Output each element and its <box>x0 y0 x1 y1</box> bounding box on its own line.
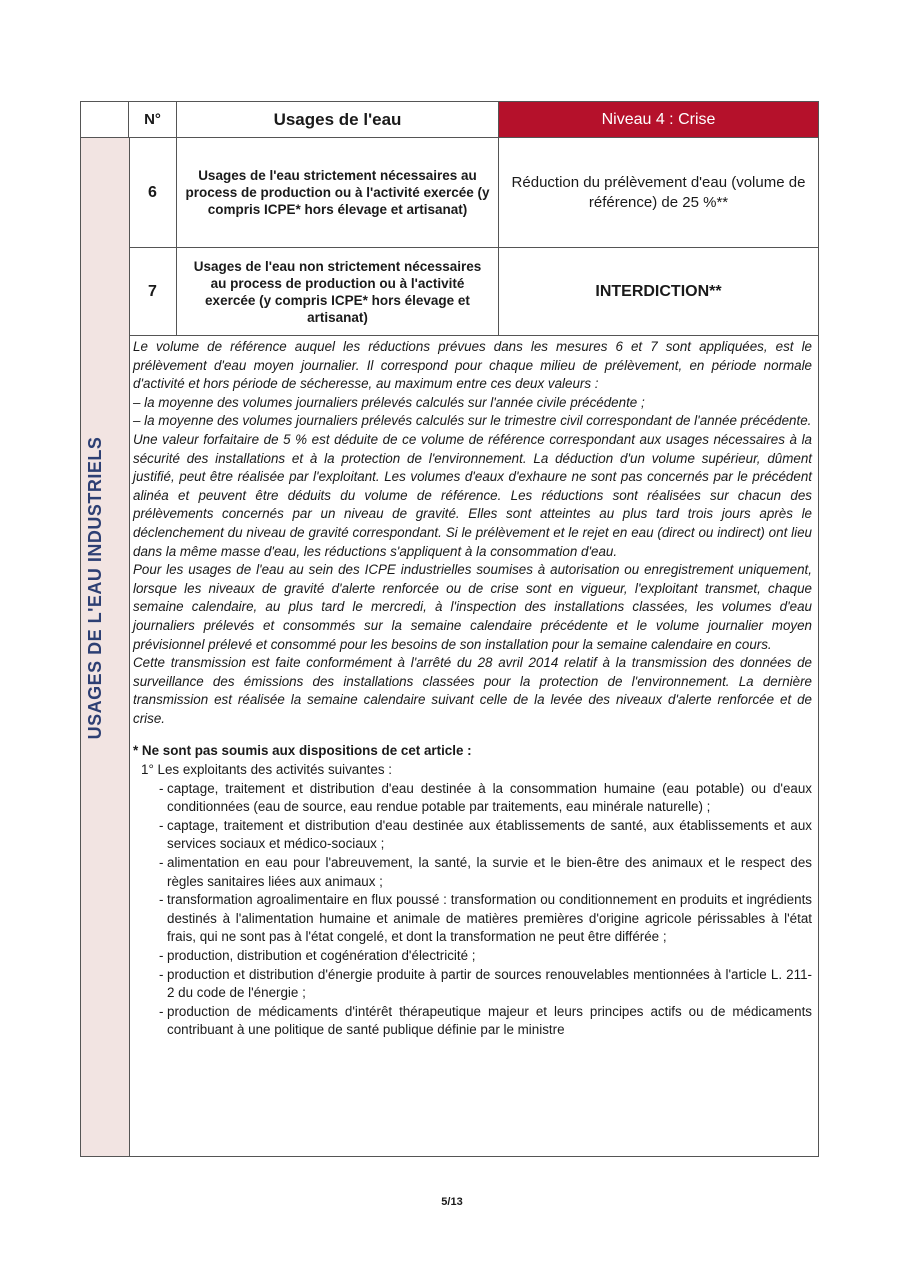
header-num: N° <box>129 102 177 137</box>
regulation-table <box>80 101 819 1157</box>
row-level: Réduction du prélèvement d'eau (volume de référence) de 25 %** <box>511 173 806 211</box>
sidebar-category <box>81 138 130 1156</box>
exemptions-subtitle: 1° Les exploitants des activités suivantes : <box>141 762 392 778</box>
list-item: - production de médicaments d'intérêt thérapeutique majeur et leurs principes actifs ou de médicaments contribuant à une politique de santé publique définie par le ministre <box>159 1003 812 1040</box>
table-header-row <box>129 102 818 138</box>
exemptions-section <box>133 742 812 1040</box>
paragraph: Pour les usages de l'eau au sein des ICPE industrielles soumises à autorisation ou enregistrement uniquement, lorsque les niveaux de gravité d'alerte renforcée ou de crise sont en vigueur, l'exploitant transmet, chaque semaine calendaire, au plus tard le mercredi, à l'inspection des installations classées, les volumes d'eau journaliers prélevés et consommés sur la semaine calendaire précédente et le volume journalier moyen prévisionnel prélevé et consommé pour les besoins de son installation pour la semaine calendaire en cours. <box>133 562 812 652</box>
table-corner-cell <box>81 102 129 138</box>
list-item: - captage, traitement et distribution d'eau destinée aux établissements de santé, aux établissements et aux services sociaux et médico-sociaux ; <box>159 817 812 854</box>
list-item: - captage, traitement et distribution d'eau destinée à la consommation humaine (eau potable) ou d'eaux conditionnées (eau de source, eau rendue potable par traitements, eau minérale naturelle) ; <box>159 780 812 817</box>
exemptions-list <box>133 780 812 1040</box>
page-number: 5/13 <box>441 1196 463 1208</box>
row-num: 7 <box>129 248 177 335</box>
row-level: INTERDICTION** <box>595 282 722 300</box>
exemptions-title: * Ne sont pas soumis aux dispositions de cet article : <box>133 743 472 759</box>
row-num: 6 <box>129 138 177 247</box>
header-usage: Usages de l'eau <box>177 102 499 137</box>
paragraph: – la moyenne des volumes journaliers prélevés calculés sur le trimestre civil correspondant de l'année précédente. <box>133 413 812 429</box>
list-item: - production, distribution et cogénération d'électricité ; <box>159 947 812 966</box>
table-row <box>129 248 818 336</box>
header-level: Niveau 4 : Crise <box>499 102 818 137</box>
paragraph: Le volume de référence auquel les réductions prévues dans les mesures 6 et 7 sont appliquées, est le prélèvement d'eau moyen journalier. Il correspond pour chaque milieu de prélèvement, en période normale d'activité et hors période de sécheresse, au maximum entre ces deux valeurs : <box>133 339 812 392</box>
list-item: - alimentation en eau pour l'abreuvement, la santé, la survie et le bien-être des animaux et le respect des règles sanitaires liées aux animaux ; <box>159 854 812 891</box>
row-usage: Usages de l'eau strictement nécessaires au process de production ou à l'activité exercée (y compris ICPE* hors élevage et artisanat) <box>177 138 499 247</box>
paragraph: – la moyenne des volumes journaliers prélevés calculés sur l'année civile précédente ; <box>133 394 645 410</box>
list-item: - production et distribution d'énergie produite à partir de sources renouvelables mentionnées à l'article L. 211-2 du code de l'énergie ; <box>159 966 812 1003</box>
explanatory-text <box>133 338 812 1040</box>
list-item: - transformation agroalimentaire en flux poussé : transformation ou conditionnement en produits et ingrédients destinés à l'alimentation humaine et animale de matières premières d'origine agricole périssables à l'état frais, qui ne sont pas à l'état congelé, et dont la transformation ne peut être différée ; <box>159 891 812 947</box>
sidebar-category-label: USAGES DE L'EAU INDUSTRIELS <box>85 436 105 740</box>
reference-volume-section <box>133 338 812 728</box>
row-usage: Usages de l'eau non strictement nécessaires au process de production ou à l'activité exercée (y compris ICPE* hors élevage et artisanat) <box>177 248 499 335</box>
paragraph: Cette transmission est faite conformément à l'arrêté du 28 avril 2014 relatif à la transmission des données de surveillance des émissions des installations classées pour la protection de l'environnement. La dernière transmission est réalisée la semaine calendaire suivant celle de la levée des niveaux d'alerte renforcée et de crise. <box>133 655 812 726</box>
paragraph: Une valeur forfaitaire de 5 % est déduite de ce volume de référence correspondant aux usages nécessaires à la sécurité des installations et à la protection de l'environnement. La déduction d'un volume supérieur, dûment justifié, peut être réalisée par l'exploitant. Les volumes d'eaux d'exhaure ne sont pas concernés par le précédent alinéa et peuvent être déduits du volume de référence. Les réductions sont réalisées sur chacun des prélèvements concernés par un niveau de gravité. Elles sont atteintes au plus tard trois jours après le déclenchement du niveau de gravité correspondant. Si le prélèvement et le rejet en eau (direct ou indirect) ont lieu dans la même masse d'eau, les réductions s'appliquent à la consommation d'eau. <box>133 431 812 559</box>
table-row <box>129 138 818 248</box>
